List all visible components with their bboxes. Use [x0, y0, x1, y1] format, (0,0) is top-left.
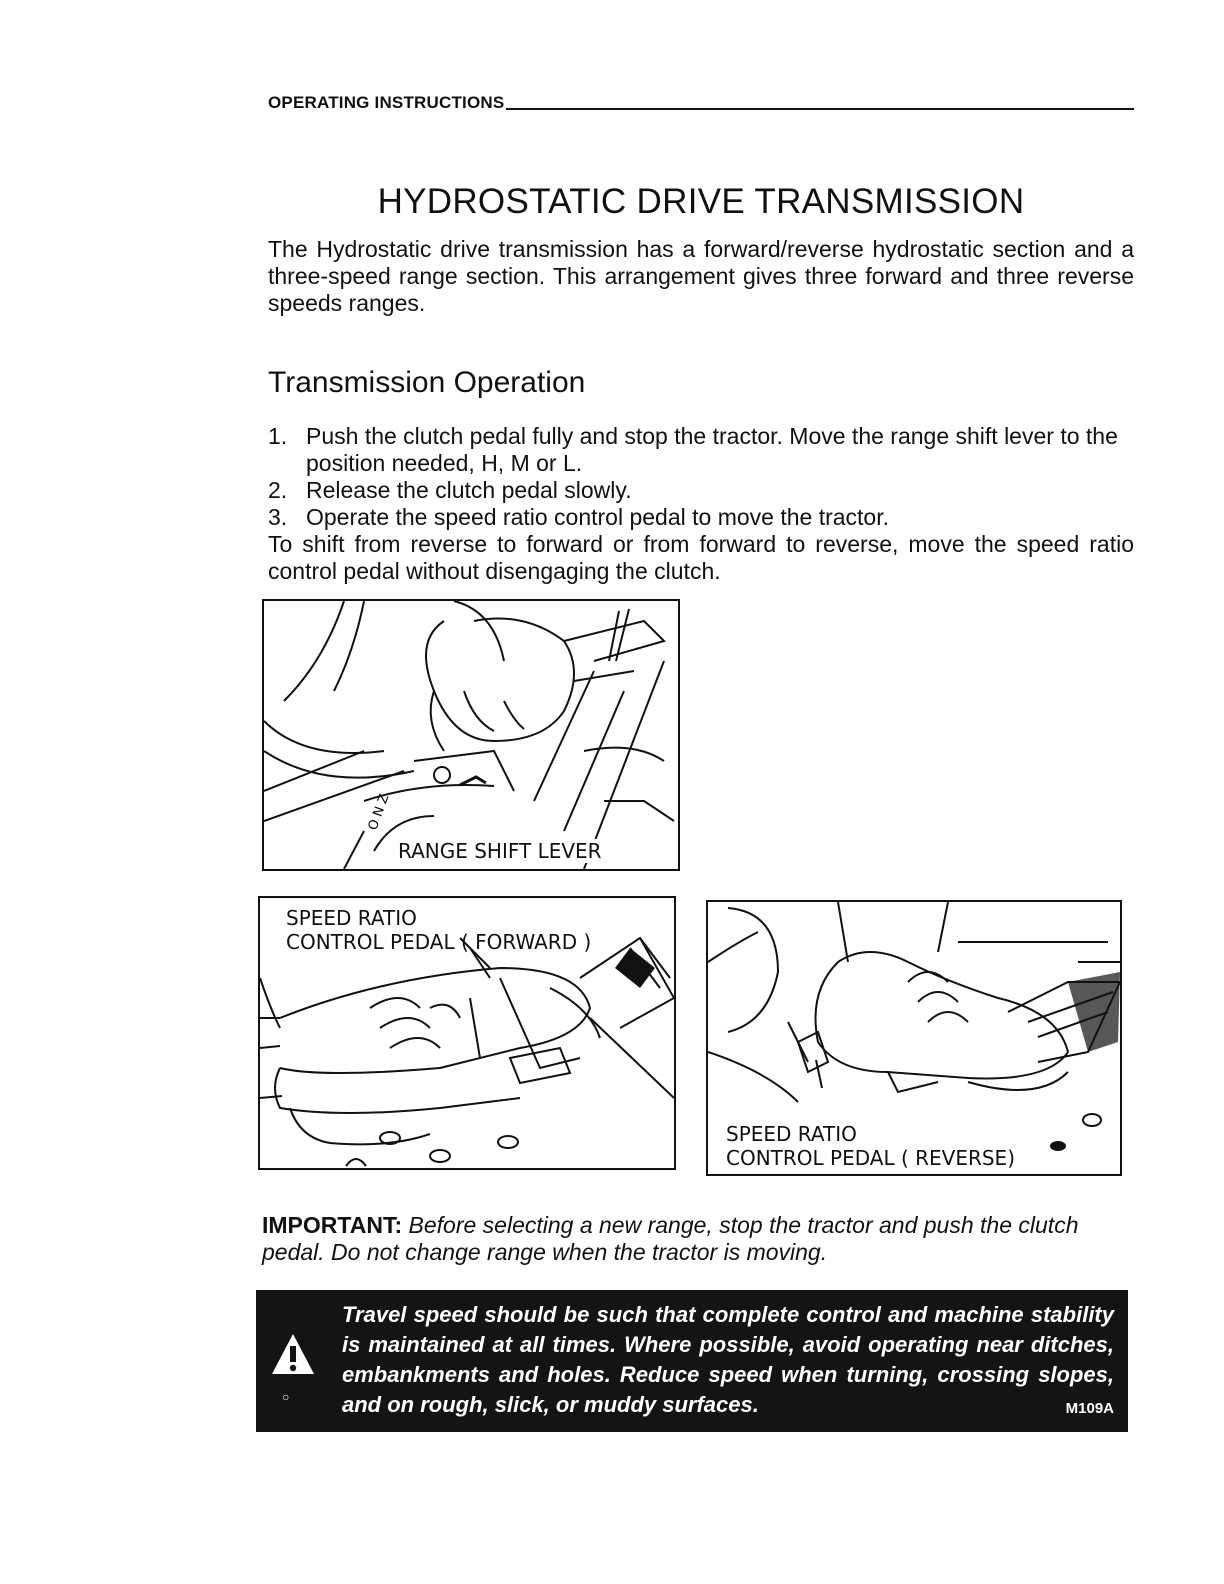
warning-message: Travel speed should be such that complete control and machine stability is maintained at all times. Where possible, avoid operating near ditches, embankments and holes. Reduce speed when turning, crossing slopes, and on rough, slick, or muddy surfaces. — [342, 1302, 1114, 1417]
step-item — [268, 504, 1134, 531]
steps-list — [268, 423, 1134, 531]
page-header — [268, 93, 1134, 113]
header-rule — [506, 108, 1134, 110]
range-shift-illustration — [264, 601, 678, 869]
step-text: Push the clutch pedal fully and stop the tractor. Move the range shift lever to the position needed, H, M or L. — [306, 423, 1118, 476]
intro-paragraph: The Hydrostatic drive transmission has a forward/reverse hydrostatic section and a three-speed range section. This arrangement gives three forward and three reverse speeds ranges. — [268, 236, 1134, 316]
bullet-dot-icon: ○ — [282, 1390, 290, 1404]
shift-note-paragraph: To shift from reverse to forward or from forward to reverse, move the speed ratio control pedal without disengaging the clutch. — [268, 531, 1134, 584]
range-shift-lever-figure — [262, 599, 680, 871]
warning-text — [342, 1300, 1114, 1424]
forward-label-line1: SPEED RATIO — [286, 906, 417, 930]
step-number: 1. — [268, 423, 288, 449]
warning-code: M109A — [1065, 1400, 1114, 1417]
knob-letters: O N Z — [365, 792, 393, 833]
step-number: 2. — [268, 477, 288, 503]
step-number: 3. — [268, 504, 288, 530]
important-text: Before selecting a new range, stop the tractor and push the clutch pedal. Do not change range when the tractor is moving. — [262, 1212, 1079, 1265]
reverse-label-line2: CONTROL PEDAL ( REVERSE) — [726, 1146, 1015, 1170]
forward-label-line2: CONTROL PEDAL ( FORWARD ) — [286, 930, 592, 954]
page-title: HYDROSTATIC DRIVE TRANSMISSION — [377, 182, 1025, 221]
speed-pedal-forward-figure — [258, 896, 676, 1170]
speed-pedal-reverse-figure — [706, 900, 1122, 1176]
step-text: Operate the speed ratio control pedal to move the tractor. — [306, 504, 890, 530]
range-shift-lever-label: RANGE SHIFT LEVER — [398, 839, 602, 863]
safety-warning-box — [256, 1290, 1128, 1432]
header-section-title: OPERATING INSTRUCTIONS — [268, 93, 505, 112]
step-text: Release the clutch pedal slowly. — [306, 477, 632, 503]
reverse-label-line1: SPEED RATIO — [726, 1122, 857, 1146]
step-item — [268, 423, 1134, 477]
step-item — [268, 477, 1134, 504]
important-notice — [262, 1212, 1132, 1266]
warning-triangle-icon — [270, 1332, 316, 1376]
important-label: IMPORTANT: — [262, 1212, 403, 1238]
section-title: Transmission Operation — [268, 366, 586, 399]
